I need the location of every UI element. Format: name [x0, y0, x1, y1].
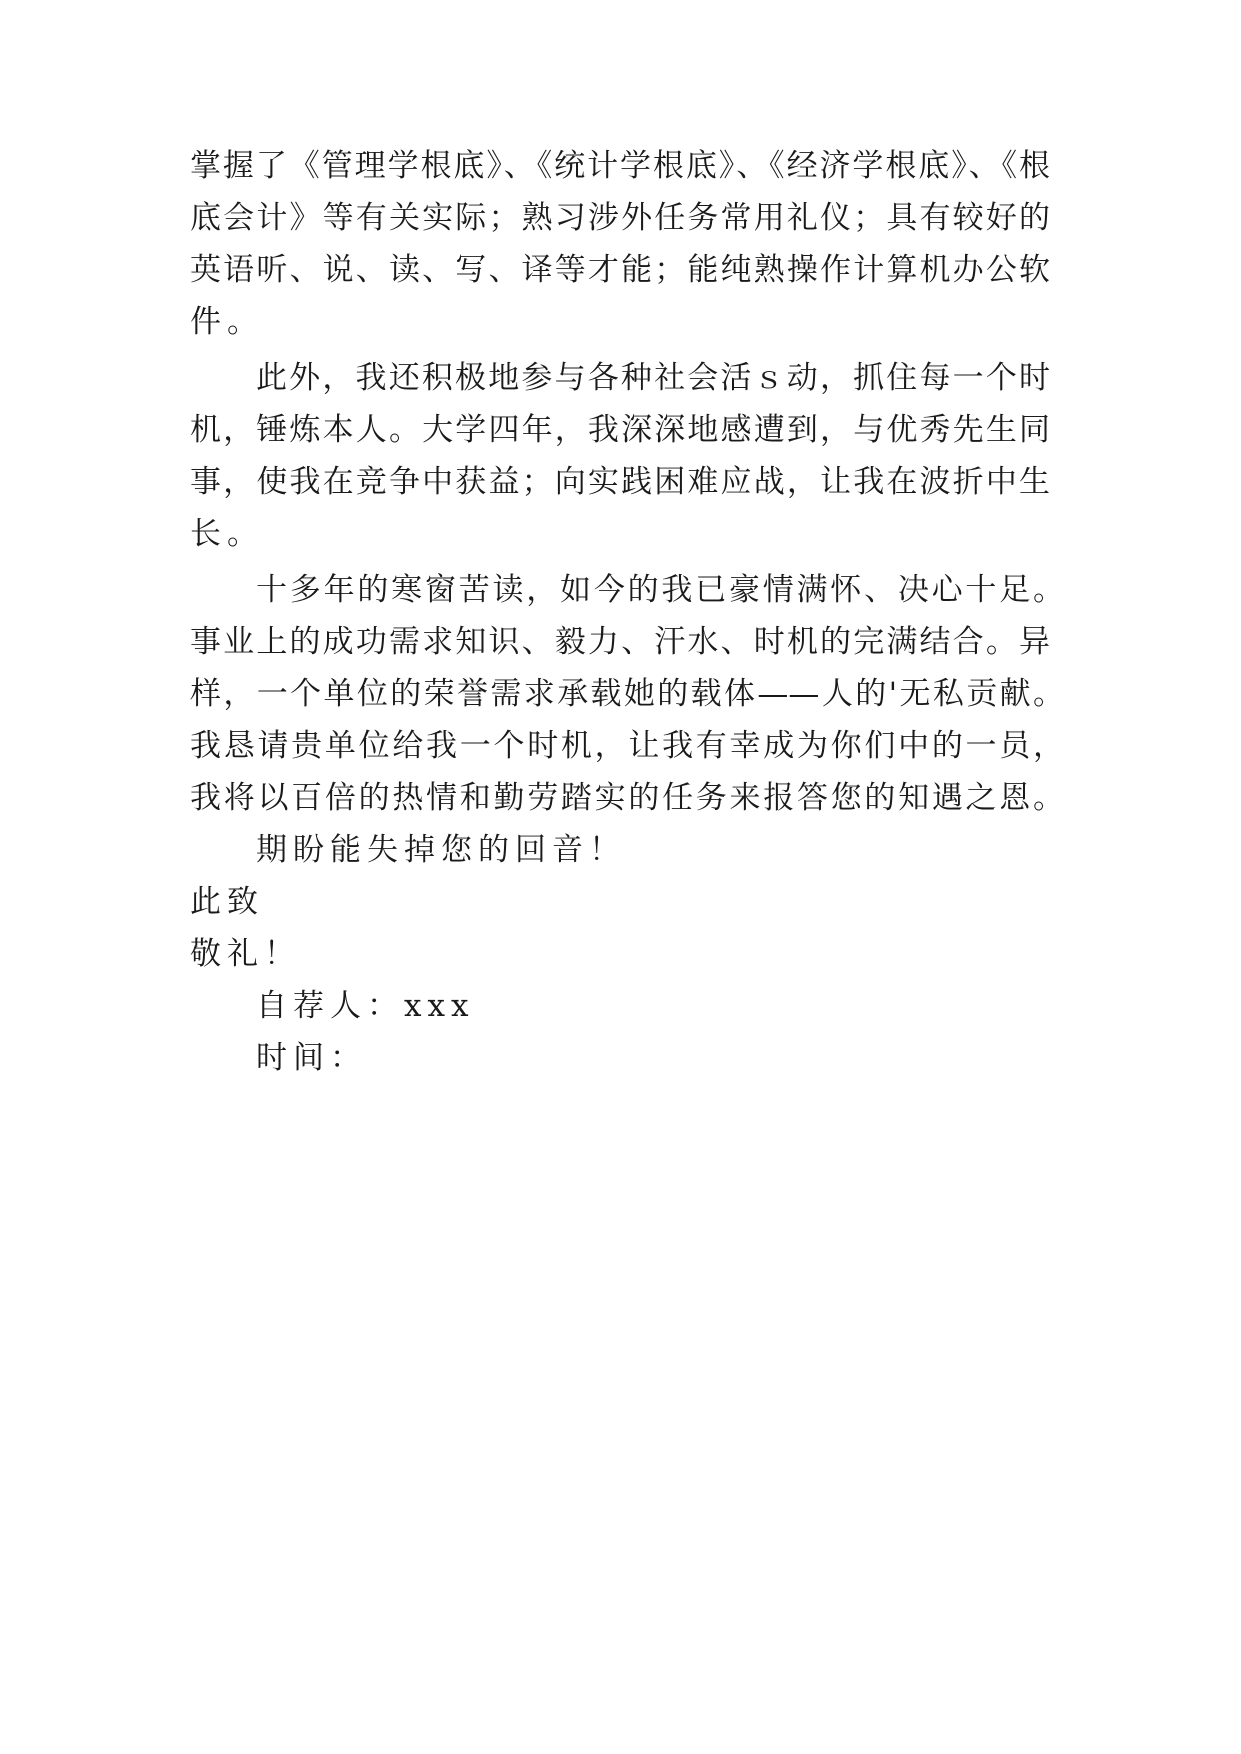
salutation-jing-li: 敬礼！: [190, 936, 301, 972]
paragraph-3-line-3: 样，一个单位的荣誉需求承载她的载体——人的'无私贡献。: [190, 676, 1064, 712]
paragraph-1-line-1: 掌握了《管理学根底》、《统计学根底》、《经济学根底》、《根: [190, 148, 1050, 184]
salutation-ci-zhi: 此致: [190, 884, 264, 920]
paragraph-1-line-4: 件。: [190, 304, 264, 340]
paragraph-2-line-4: 长。: [190, 516, 264, 552]
paragraph-3-line-4: 我恳请贵单位给我一个时机，让我有幸成为你们中的一员，: [190, 728, 1064, 764]
paragraph-3-line-2: 事业上的成功需求知识、毅力、汗水、时机的完满结合。异: [190, 624, 1050, 660]
paragraph-3-line-1: 十多年的寒窗苦读，如今的我已豪情满怀、决心十足。: [256, 572, 1064, 608]
closing-line: 期盼能失掉您的回音！: [256, 832, 626, 868]
paragraph-2-line-2: 机，锤炼本人。大学四年，我深深地感遭到，与优秀先生同: [190, 412, 1050, 448]
paragraph-1-line-2: 底会计》等有关实际；熟习涉外任务常用礼仪；具有较好的: [190, 200, 1050, 236]
paragraph-1-line-3: 英语听、说、读、写、译等才能；能纯熟操作计算机办公软: [190, 252, 1050, 288]
paragraph-3-line-5: 我将以百倍的热情和勤劳踏实的任务来报答您的知遇之恩。: [190, 780, 1064, 816]
signer-name: 自荐人：xxx: [256, 988, 475, 1024]
paragraph-2-line-1: 此外，我还积极地参与各种社会活ｓ动，抓住每一个时: [256, 360, 1050, 396]
date-label: 时间：: [256, 1040, 367, 1076]
paragraph-2-line-3: 事，使我在竞争中获益；向实践困难应战，让我在波折中生: [190, 464, 1050, 500]
